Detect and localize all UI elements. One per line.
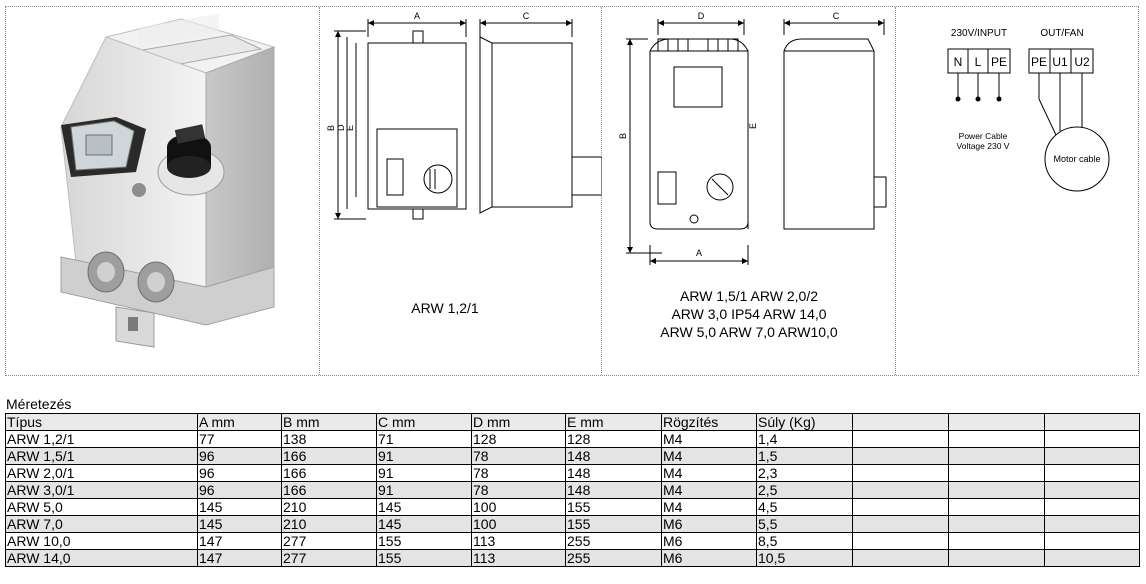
table-cell: 128 [472, 431, 566, 448]
table-cell [853, 550, 949, 567]
table-cell [1045, 482, 1140, 499]
dim-c-label: C [522, 11, 530, 21]
table-cell: 78 [472, 482, 566, 499]
product-photo-panel [6, 7, 319, 375]
arw15-drawing-panel [601, 7, 895, 375]
table-header-cell: C mm [377, 414, 472, 431]
table-row [6, 465, 1140, 482]
table-header-cell [853, 414, 949, 431]
arw15-caption [602, 287, 896, 341]
terminal-u1: U1 [1052, 55, 1068, 69]
table-cell [853, 516, 949, 533]
table-cell: 155 [377, 533, 472, 550]
table-cell: ARW 2,0/1 [6, 465, 198, 482]
table-header-cell: Típus [6, 414, 198, 431]
dim-d-label: D [336, 124, 346, 131]
table-cell [949, 499, 1045, 516]
table-row [6, 533, 1140, 550]
table-cell: M6 [662, 550, 757, 567]
table-row [6, 550, 1140, 567]
dim-a-label-2: A [695, 248, 703, 258]
table-cell: 96 [198, 448, 282, 465]
table-cell: 210 [282, 516, 377, 533]
table-cell: 145 [198, 516, 282, 533]
table-cell: 77 [198, 431, 282, 448]
dim-b-label-2: B [618, 132, 628, 139]
table-cell: 148 [566, 448, 662, 465]
table-cell: 147 [198, 550, 282, 567]
table-cell: 2,5 [757, 482, 853, 499]
table-cell [853, 533, 949, 550]
table-cell [1045, 533, 1140, 550]
table-cell [949, 465, 1045, 482]
table-cell: 145 [377, 516, 472, 533]
table-cell: 8,5 [757, 533, 853, 550]
table-cell: 255 [566, 533, 662, 550]
table-cell: 100 [472, 499, 566, 516]
table-cell: 210 [282, 499, 377, 516]
table-cell: 277 [282, 533, 377, 550]
table-cell: 78 [472, 465, 566, 482]
output-label: OUT/FAN [1040, 28, 1084, 39]
table-cell: 155 [377, 550, 472, 567]
table-cell: 91 [377, 448, 472, 465]
table-cell: ARW 1,5/1 [6, 448, 198, 465]
table-cell: 78 [472, 448, 566, 465]
table-cell [1045, 516, 1140, 533]
table-cell: ARW 14,0 [6, 550, 198, 567]
table-cell: 91 [377, 482, 472, 499]
table-cell: 155 [566, 516, 662, 533]
table-row [6, 499, 1140, 516]
table-cell: 5,5 [757, 516, 853, 533]
arw12-drawing-panel [319, 7, 601, 375]
arw15-caption-line-2: ARW 3,0 IP54 ARW 14,0 [671, 306, 827, 322]
table-cell: 91 [377, 465, 472, 482]
table-cell [949, 550, 1045, 567]
table-cell: 145 [198, 499, 282, 516]
dimension-table [5, 413, 1140, 567]
terminal-n: N [953, 55, 963, 69]
table-cell: 148 [566, 465, 662, 482]
table-cell: ARW 7,0 [6, 516, 198, 533]
table-header-cell: A mm [198, 414, 282, 431]
table-cell [853, 431, 949, 448]
table-cell [1045, 465, 1140, 482]
dim-e-label-2: E [748, 122, 758, 129]
table-cell [1045, 550, 1140, 567]
table-header-cell: E mm [566, 414, 662, 431]
table-cell [1045, 448, 1140, 465]
arw12-dimension-drawing [320, 7, 602, 377]
table-cell: 1,4 [757, 431, 853, 448]
table-cell [853, 499, 949, 516]
dim-a-label: A [413, 11, 421, 21]
table-cell: 100 [472, 516, 566, 533]
table-cell: ARW 3,0/1 [6, 482, 198, 499]
table-cell: 155 [566, 499, 662, 516]
table-cell: 1,5 [757, 448, 853, 465]
table-cell [1045, 431, 1140, 448]
table-cell: 113 [472, 550, 566, 567]
table-cell: M4 [662, 465, 757, 482]
table-cell: M6 [662, 533, 757, 550]
table-header-cell: Súly (Kg) [757, 414, 853, 431]
table-header-cell: Rögzítés [662, 414, 757, 431]
table-header-cell: D mm [472, 414, 566, 431]
table-cell: 147 [198, 533, 282, 550]
table-cell [949, 431, 1045, 448]
table-cell: ARW 5,0 [6, 499, 198, 516]
table-cell: 166 [282, 448, 377, 465]
table-cell [949, 448, 1045, 465]
terminal-pe-in: PE [990, 55, 1008, 69]
table-cell: 277 [282, 550, 377, 567]
terminal-pe-out: PE [1030, 55, 1048, 69]
arw15-caption-line-3: ARW 5,0 ARW 7,0 ARW10,0 [660, 324, 838, 340]
table-header-cell: B mm [282, 414, 377, 431]
table-cell: 255 [566, 550, 662, 567]
table-cell: 128 [566, 431, 662, 448]
table-cell: 166 [282, 465, 377, 482]
table-cell [1045, 499, 1140, 516]
power-cable-line-1: Power Cable [958, 131, 1008, 141]
table-cell: 113 [472, 533, 566, 550]
table-row [6, 448, 1140, 465]
table-row [6, 482, 1140, 499]
table-cell: M4 [662, 482, 757, 499]
table-cell [853, 482, 949, 499]
table-row [6, 516, 1140, 533]
table-cell: 145 [377, 499, 472, 516]
table-cell [853, 465, 949, 482]
table-cell: M4 [662, 431, 757, 448]
wiring-diagram [896, 7, 1141, 377]
dim-e-label: E [345, 124, 355, 131]
input-label: 230V/INPUT [950, 28, 1008, 39]
table-cell: 96 [198, 465, 282, 482]
table-cell [949, 516, 1045, 533]
table-cell: 4,5 [757, 499, 853, 516]
motor-label: Motor cable [1053, 154, 1101, 164]
arw12-caption: ARW 1,2/1 [411, 300, 479, 316]
table-cell [949, 533, 1045, 550]
dim-d-label-2: D [697, 11, 705, 21]
table-cell: M4 [662, 448, 757, 465]
product-photo [6, 7, 319, 377]
table-cell: M4 [662, 499, 757, 516]
table-header-row [6, 414, 1140, 431]
wiring-diagram-panel [895, 7, 1140, 375]
product-panel-row [5, 6, 1139, 376]
table-cell: ARW 10,0 [6, 533, 198, 550]
table-cell: 2,3 [757, 465, 853, 482]
table-cell [853, 448, 949, 465]
terminal-l: L [974, 55, 982, 69]
table-cell: 148 [566, 482, 662, 499]
table-title: Méretezés [6, 396, 72, 412]
table-row [6, 431, 1140, 448]
table-header-cell [1045, 414, 1140, 431]
dim-c-label-2: C [832, 11, 840, 21]
table-cell [949, 482, 1045, 499]
power-cable-line-2: Voltage 230 V [956, 141, 1010, 151]
table-header-cell [949, 414, 1045, 431]
table-cell: 138 [282, 431, 377, 448]
table-cell: M6 [662, 516, 757, 533]
table-cell: 166 [282, 482, 377, 499]
terminal-u2: U2 [1074, 55, 1090, 69]
table-cell: 96 [198, 482, 282, 499]
table-cell: 71 [377, 431, 472, 448]
arw15-caption-line-1: ARW 1,5/1 ARW 2,0/2 [680, 288, 818, 304]
table-cell: 10,5 [757, 550, 853, 567]
dim-b-label: B [326, 124, 336, 131]
table-cell: ARW 1,2/1 [6, 431, 198, 448]
